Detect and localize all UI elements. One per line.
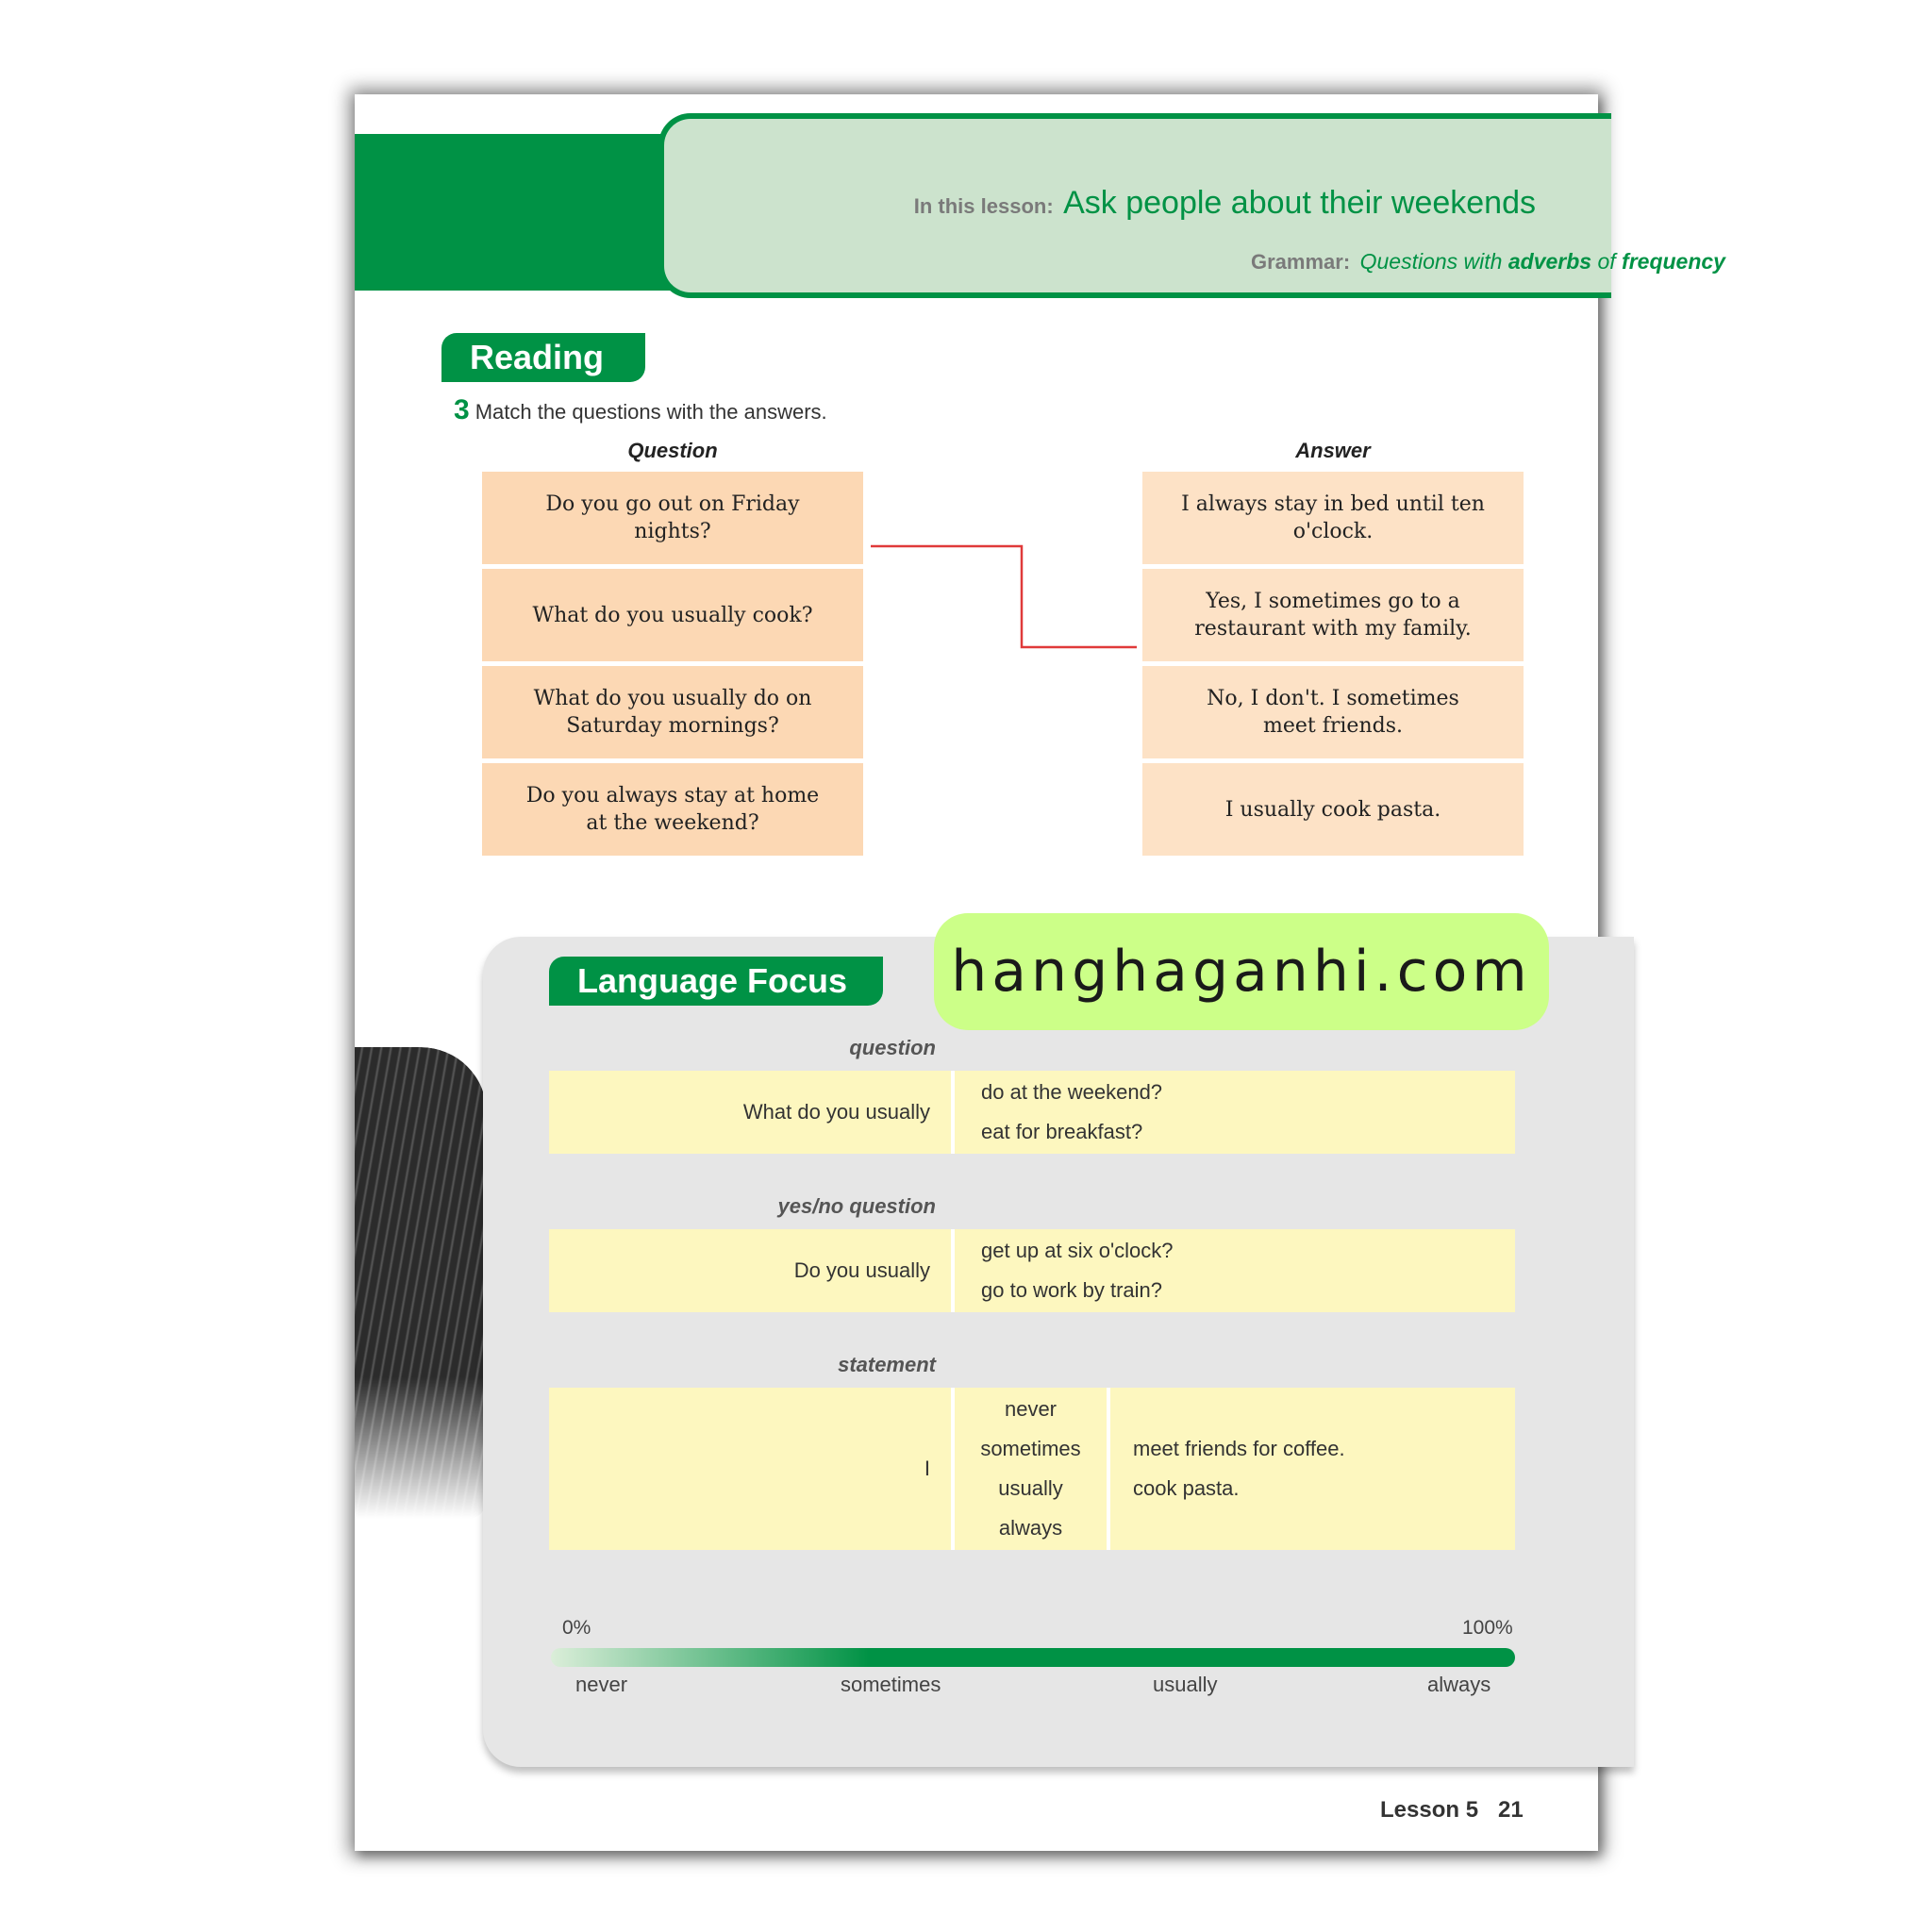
- lesson-aim: Ask people about their weekends: [1063, 185, 1536, 221]
- yesno-endings: [955, 1229, 1174, 1312]
- footer-lesson: Lesson 5: [1380, 1797, 1479, 1823]
- page-number: 21: [1498, 1797, 1524, 1823]
- statement-section-label: statement: [838, 1353, 936, 1376]
- example-match-line: [355, 94, 1598, 943]
- question-box-2[interactable]: What do you usually cook?: [482, 569, 863, 661]
- yesno-ending-1: get up at six o'clock?: [981, 1239, 1174, 1262]
- question-endings: [955, 1071, 1162, 1154]
- language-focus-tab: Language Focus: [549, 957, 883, 1006]
- question-ending-2: eat for breakfast?: [981, 1120, 1143, 1143]
- adverb-sometimes: sometimes: [980, 1437, 1081, 1460]
- question-box-4[interactable]: Do you always stay at home at the weekend?: [482, 763, 863, 856]
- scale-word-never: never: [575, 1673, 628, 1696]
- question-box-1[interactable]: Do you go out on Friday nights?: [482, 472, 863, 564]
- statement-row: [549, 1388, 1515, 1550]
- language-focus-panel: [483, 937, 1634, 1767]
- answer-box-4[interactable]: I usually cook pasta.: [1142, 763, 1524, 856]
- question-box-3[interactable]: What do you usually do on Saturday mornings?: [482, 666, 863, 758]
- scale-word-always: always: [1427, 1673, 1491, 1696]
- statement-ending-1: meet friends for coffee.: [1133, 1437, 1345, 1460]
- grammar-bold-frequency: frequency: [1622, 249, 1725, 274]
- answer-box-3[interactable]: No, I don't. I sometimes meet friends.: [1142, 666, 1524, 758]
- statement-endings: [1110, 1388, 1345, 1550]
- answer-box-2[interactable]: Yes, I sometimes go to a restaurant with my family.: [1142, 569, 1524, 661]
- match-connector: [871, 546, 1137, 647]
- question-ending-1: do at the weekend?: [981, 1080, 1163, 1104]
- grammar-mid: of: [1597, 249, 1616, 274]
- answer-box-1[interactable]: I always stay in bed until ten o'clock.: [1142, 472, 1524, 564]
- instruction-text: Match the questions with the answers.: [475, 400, 827, 424]
- question-stem: What do you usually: [549, 1071, 955, 1154]
- yesno-ending-2: go to work by train?: [981, 1278, 1162, 1302]
- reading-section-tab: Reading: [441, 333, 645, 382]
- yesno-row: [549, 1229, 1515, 1312]
- question-section-label: question: [849, 1036, 936, 1059]
- question-row: [549, 1071, 1515, 1154]
- yesno-section-label: yes/no question: [777, 1194, 936, 1218]
- decorative-photo: [355, 1047, 487, 1519]
- grammar-bold-adverbs: adverbs: [1507, 249, 1592, 274]
- answer-column-header: Answer: [1295, 439, 1371, 462]
- adverb-always: always: [998, 1516, 1063, 1540]
- frequency-scale-bar: [551, 1648, 1515, 1667]
- scale-word-usually: usually: [1153, 1673, 1218, 1696]
- yesno-stem: Do you usually: [549, 1229, 955, 1312]
- grammar-prefix: Questions with: [1359, 249, 1503, 274]
- scale-word-sometimes: sometimes: [841, 1673, 941, 1696]
- adverb-never: never: [1004, 1397, 1058, 1421]
- adverb-usually: usually: [998, 1476, 1063, 1500]
- textbook-page: [355, 94, 1725, 1851]
- question-column-header: Question: [627, 439, 718, 462]
- exercise-number: 3: [454, 394, 470, 425]
- scale-min-label: 0%: [562, 1617, 591, 1639]
- grammar-label: Grammar:: [1251, 250, 1351, 274]
- watermark-banner: hanghaganhi.com: [934, 913, 1549, 1030]
- scale-max-label: 100%: [1462, 1617, 1513, 1639]
- lesson-label: In this lesson:: [913, 194, 1054, 218]
- statement-adverbs: [955, 1388, 1110, 1550]
- statement-ending-2: cook pasta.: [1133, 1476, 1240, 1500]
- statement-subject: I: [549, 1388, 955, 1550]
